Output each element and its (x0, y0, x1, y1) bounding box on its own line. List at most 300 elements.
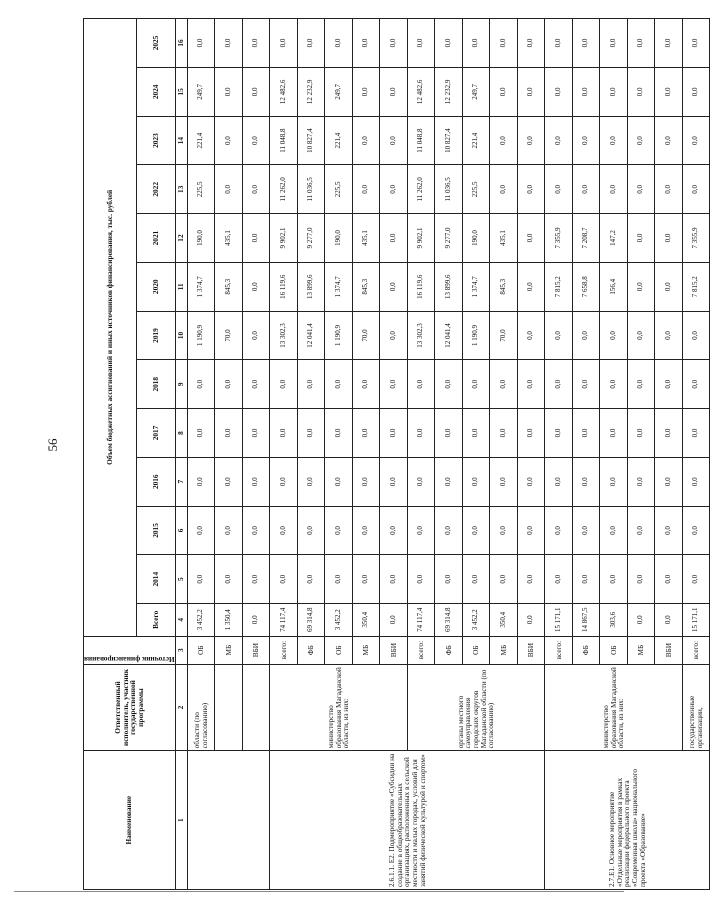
year-value: 0,0 (352, 409, 380, 458)
year-value: 0,0 (655, 409, 683, 458)
year-value: 0,0 (627, 506, 655, 555)
year-value: 0,0 (655, 311, 683, 360)
year-value: 156,4 (600, 262, 628, 311)
header-year: 2015 (136, 506, 175, 555)
year-value: 0,0 (352, 19, 380, 68)
column-number: 3 (175, 636, 187, 664)
year-value: 0,0 (215, 506, 243, 555)
year-value: 0,0 (600, 311, 628, 360)
responsible-executor: области (по согласованию) (187, 664, 215, 751)
year-value: 845,3 (215, 262, 243, 311)
year-value: 0,0 (517, 311, 545, 360)
measure-name (187, 751, 270, 890)
year-value: 0,0 (627, 262, 655, 311)
year-value: 0,0 (380, 67, 408, 116)
header-year: 2023 (136, 116, 175, 165)
column-number: 16 (175, 19, 187, 68)
header-year: 2017 (136, 409, 175, 458)
year-value: 7 815,2 (682, 262, 710, 311)
column-number: 14 (175, 116, 187, 165)
table-header (84, 19, 188, 890)
year-value: 0,0 (490, 506, 518, 555)
year-value: 16 119,6 (407, 262, 435, 311)
year-value: 0,0 (627, 165, 655, 214)
total-value: 0,0 (517, 604, 545, 636)
year-value: 0,0 (655, 116, 683, 165)
year-value: 0,0 (380, 506, 408, 555)
year-value: 0,0 (242, 165, 270, 214)
year-value: 0,0 (545, 67, 573, 116)
total-value: 0,0 (655, 604, 683, 636)
year-value: 0,0 (572, 506, 600, 555)
year-value: 0,0 (655, 457, 683, 506)
year-value: 0,0 (655, 214, 683, 263)
year-value: 0,0 (682, 311, 710, 360)
year-value: 0,0 (600, 67, 628, 116)
year-value: 0,0 (572, 360, 600, 409)
year-value: 0,0 (462, 409, 490, 458)
year-value: 1 374,7 (187, 262, 215, 311)
total-value: 15 171,1 (545, 604, 573, 636)
header-year: 2016 (136, 457, 175, 506)
year-value: 9 902,1 (407, 214, 435, 263)
year-value: 0,0 (682, 506, 710, 555)
year-value: 0,0 (517, 506, 545, 555)
funding-source: ФБ (297, 636, 325, 664)
year-value: 0,0 (517, 19, 545, 68)
total-value: 14 867,5 (572, 604, 600, 636)
year-value: 0,0 (325, 457, 353, 506)
column-number: 4 (175, 604, 187, 636)
year-value: 0,0 (352, 506, 380, 555)
funding-source: ОБ (325, 636, 353, 664)
year-value: 0,0 (352, 67, 380, 116)
year-value: 190,0 (187, 214, 215, 263)
year-value: 0,0 (435, 360, 463, 409)
year-value: 0,0 (297, 19, 325, 68)
year-value: 13 899,6 (435, 262, 463, 311)
year-value: 0,0 (627, 116, 655, 165)
column-number: 2 (175, 664, 187, 751)
year-value: 0,0 (352, 555, 380, 604)
year-value: 16 119,6 (270, 262, 298, 311)
funding-source: ОБ (600, 636, 628, 664)
year-value: 0,0 (380, 165, 408, 214)
funding-source: ВБИ (517, 636, 545, 664)
year-value: 0,0 (325, 360, 353, 409)
table-row (545, 19, 573, 890)
year-value: 0,0 (600, 506, 628, 555)
year-value: 0,0 (242, 116, 270, 165)
year-value: 0,0 (325, 555, 353, 604)
year-value: 0,0 (242, 214, 270, 263)
year-value: 0,0 (572, 19, 600, 68)
year-value: 249,7 (325, 67, 353, 116)
year-value: 0,0 (325, 19, 353, 68)
year-value: 0,0 (187, 555, 215, 604)
year-value: 0,0 (270, 506, 298, 555)
year-value: 0,0 (490, 19, 518, 68)
year-value: 12 232,9 (297, 67, 325, 116)
year-value: 0,0 (655, 165, 683, 214)
year-value: 0,0 (215, 457, 243, 506)
year-value: 0,0 (517, 67, 545, 116)
year-value: 0,0 (242, 457, 270, 506)
year-value: 0,0 (242, 311, 270, 360)
year-value: 0,0 (655, 555, 683, 604)
year-value: 0,0 (572, 67, 600, 116)
year-value: 0,0 (270, 360, 298, 409)
funding-source: всего: (407, 636, 435, 664)
year-value: 0,0 (297, 506, 325, 555)
year-value: 0,0 (380, 19, 408, 68)
year-value: 0,0 (682, 409, 710, 458)
year-value: 0,0 (490, 165, 518, 214)
year-value: 0,0 (627, 311, 655, 360)
year-value: 190,0 (325, 214, 353, 263)
year-value: 0,0 (297, 409, 325, 458)
header-responsible: Ответственный исполнитель, участник государственной программы (84, 664, 176, 751)
column-number: 9 (175, 360, 187, 409)
year-value: 0,0 (627, 19, 655, 68)
year-value: 0,0 (545, 506, 573, 555)
total-value: 69 314,8 (435, 604, 463, 636)
column-number: 8 (175, 409, 187, 458)
year-value: 70,0 (215, 311, 243, 360)
year-value: 0,0 (380, 360, 408, 409)
year-value: 0,0 (297, 360, 325, 409)
year-value: 0,0 (545, 165, 573, 214)
year-value: 0,0 (462, 19, 490, 68)
year-value: 0,0 (572, 457, 600, 506)
year-value: 0,0 (545, 19, 573, 68)
year-value: 0,0 (187, 457, 215, 506)
year-value: 0,0 (352, 360, 380, 409)
year-value: 0,0 (380, 214, 408, 263)
year-value: 0,0 (187, 19, 215, 68)
year-value: 13 302,3 (407, 311, 435, 360)
total-value: 0,0 (242, 604, 270, 636)
year-value: 845,3 (352, 262, 380, 311)
column-number: 10 (175, 311, 187, 360)
total-value: 15 171,1 (682, 604, 710, 636)
funding-source: всего: (270, 636, 298, 664)
year-value: 0,0 (270, 19, 298, 68)
year-value: 0,0 (572, 165, 600, 214)
header-year: 2019 (136, 311, 175, 360)
year-value: 0,0 (270, 457, 298, 506)
funding-source: ФБ (435, 636, 463, 664)
header-year: 2025 (136, 19, 175, 68)
year-value: 0,0 (627, 67, 655, 116)
year-value: 0,0 (655, 19, 683, 68)
year-value: 0,0 (627, 457, 655, 506)
year-value: 0,0 (627, 360, 655, 409)
header-year: 2020 (136, 262, 175, 311)
year-value: 70,0 (490, 311, 518, 360)
total-value: 69 314,8 (297, 604, 325, 636)
year-value: 190,0 (462, 214, 490, 263)
year-value: 0,0 (462, 555, 490, 604)
year-value: 0,0 (490, 409, 518, 458)
year-value: 221,4 (462, 116, 490, 165)
total-value: 0,0 (380, 604, 408, 636)
year-value: 435,1 (352, 214, 380, 263)
year-value: 7 208,7 (572, 214, 600, 263)
year-value: 0,0 (655, 67, 683, 116)
year-value: 13 302,3 (270, 311, 298, 360)
year-value: 0,0 (462, 360, 490, 409)
year-value: 0,0 (682, 67, 710, 116)
year-value: 0,0 (490, 67, 518, 116)
year-value: 0,0 (600, 165, 628, 214)
year-value: 0,0 (600, 116, 628, 165)
responsible-executor: государственные организации, (682, 664, 710, 751)
table-row (270, 19, 298, 890)
year-value: 7 355,9 (545, 214, 573, 263)
year-value: 12 041,4 (297, 311, 325, 360)
year-value: 0,0 (435, 409, 463, 458)
year-value: 249,7 (462, 67, 490, 116)
total-value: 303,6 (600, 604, 628, 636)
year-value: 0,0 (517, 262, 545, 311)
year-value: 0,0 (242, 19, 270, 68)
year-value: 11 262,0 (407, 165, 435, 214)
funding-source: ВБИ (655, 636, 683, 664)
table-row (187, 19, 215, 890)
year-value: 0,0 (545, 555, 573, 604)
column-number: 7 (175, 457, 187, 506)
year-value: 0,0 (380, 457, 408, 506)
year-value: 12 041,4 (435, 311, 463, 360)
year-value: 0,0 (517, 214, 545, 263)
column-number: 6 (175, 506, 187, 555)
funding-table (83, 18, 710, 890)
total-value: 350,4 (352, 604, 380, 636)
year-value: 0,0 (600, 19, 628, 68)
year-value: 9 902,1 (270, 214, 298, 263)
year-value: 1 190,9 (462, 311, 490, 360)
year-value: 0,0 (297, 555, 325, 604)
year-value: 1 374,7 (325, 262, 353, 311)
year-value: 0,0 (352, 457, 380, 506)
year-value: 0,0 (517, 360, 545, 409)
year-value: 0,0 (627, 555, 655, 604)
year-value: 0,0 (545, 311, 573, 360)
year-value: 0,0 (187, 506, 215, 555)
responsible-executor (215, 664, 243, 751)
funding-source: всего: (545, 636, 573, 664)
year-value: 0,0 (462, 506, 490, 555)
year-value: 0,0 (407, 555, 435, 604)
year-value: 0,0 (215, 555, 243, 604)
year-value: 7 815,2 (545, 262, 573, 311)
year-value: 7 658,8 (572, 262, 600, 311)
year-value: 845,3 (490, 262, 518, 311)
year-value: 0,0 (655, 506, 683, 555)
total-value: 3 452,2 (325, 604, 353, 636)
year-value: 12 482,6 (407, 67, 435, 116)
responsible-executor: министерство образования Магаданской области, из них: (270, 664, 408, 751)
year-value: 0,0 (682, 360, 710, 409)
year-value: 0,0 (682, 116, 710, 165)
year-value: 0,0 (215, 116, 243, 165)
year-value: 0,0 (435, 555, 463, 604)
year-value: 0,0 (325, 409, 353, 458)
column-number: 1 (175, 751, 187, 890)
year-value: 0,0 (655, 262, 683, 311)
year-value: 0,0 (407, 19, 435, 68)
year-value: 0,0 (380, 555, 408, 604)
year-value: 12 232,9 (435, 67, 463, 116)
year-value: 0,0 (490, 116, 518, 165)
year-value: 0,0 (517, 555, 545, 604)
funding-source: МБ (627, 636, 655, 664)
year-value: 0,0 (215, 19, 243, 68)
header-year: 2022 (136, 165, 175, 214)
year-value: 0,0 (215, 67, 243, 116)
total-value: 74 117,4 (270, 604, 298, 636)
year-value: 0,0 (517, 457, 545, 506)
year-value: 0,0 (407, 457, 435, 506)
year-value: 11 036,5 (297, 165, 325, 214)
year-value: 0,0 (407, 360, 435, 409)
year-value: 435,1 (490, 214, 518, 263)
funding-source: МБ (490, 636, 518, 664)
year-value: 0,0 (490, 360, 518, 409)
measure-name: 2.7.Е1. Основное мероприятие «Отдельные мероприятия в рамках реализации федерального проекта «Современная школа» национального проекта «Образование» (545, 751, 710, 890)
year-value: 0,0 (297, 457, 325, 506)
year-value: 0,0 (572, 409, 600, 458)
year-value: 0,0 (435, 506, 463, 555)
year-value: 1 190,9 (187, 311, 215, 360)
year-value: 7 355,9 (682, 214, 710, 263)
funding-source: ВБИ (380, 636, 408, 664)
year-value: 0,0 (545, 409, 573, 458)
year-value: 0,0 (352, 165, 380, 214)
year-value: 0,0 (242, 506, 270, 555)
year-value: 0,0 (325, 506, 353, 555)
year-value: 0,0 (517, 116, 545, 165)
header-source (84, 636, 176, 664)
year-value: 0,0 (627, 214, 655, 263)
year-value: 0,0 (242, 409, 270, 458)
year-value: 0,0 (627, 409, 655, 458)
header-year: 2018 (136, 360, 175, 409)
year-value: 147,2 (600, 214, 628, 263)
funding-source: МБ (215, 636, 243, 664)
year-value: 9 277,0 (297, 214, 325, 263)
column-number: 13 (175, 165, 187, 214)
table-body (187, 19, 710, 890)
year-value: 0,0 (572, 311, 600, 360)
year-value: 0,0 (545, 360, 573, 409)
year-value: 11 048,8 (270, 116, 298, 165)
funding-source: ОБ (462, 636, 490, 664)
year-value: 0,0 (380, 262, 408, 311)
year-value: 0,0 (682, 555, 710, 604)
year-value: 435,1 (215, 214, 243, 263)
column-number: 11 (175, 262, 187, 311)
total-value: 350,4 (490, 604, 518, 636)
page-number: 56 (45, 438, 60, 452)
year-value: 10 827,4 (297, 116, 325, 165)
year-value: 0,0 (600, 360, 628, 409)
year-value: 0,0 (517, 409, 545, 458)
year-value: 0,0 (682, 165, 710, 214)
year-value: 0,0 (545, 457, 573, 506)
year-value: 225,5 (187, 165, 215, 214)
header-funding: Объем бюджетных ассигнований и иных источников финансирования, тыс. рублей (84, 19, 137, 637)
page-bottom-rule (14, 891, 624, 892)
year-value: 0,0 (545, 116, 573, 165)
year-value: 0,0 (600, 457, 628, 506)
funding-source: всего: (682, 636, 710, 664)
year-value: 0,0 (242, 555, 270, 604)
year-value: 249,7 (187, 67, 215, 116)
year-value: 0,0 (215, 360, 243, 409)
header-source-text: Источник финансирования (84, 654, 175, 664)
funding-source: ВБИ (242, 636, 270, 664)
year-value: 11 036,5 (435, 165, 463, 214)
year-value: 1 374,7 (462, 262, 490, 311)
funding-source: МБ (352, 636, 380, 664)
year-value: 0,0 (187, 409, 215, 458)
funding-source: ОБ (187, 636, 215, 664)
year-value: 0,0 (215, 165, 243, 214)
column-number: 5 (175, 555, 187, 604)
year-value: 0,0 (490, 457, 518, 506)
year-value: 225,5 (325, 165, 353, 214)
total-value: 74 117,4 (407, 604, 435, 636)
year-value: 0,0 (435, 19, 463, 68)
year-value: 0,0 (517, 165, 545, 214)
header-year: 2024 (136, 67, 175, 116)
year-value: 11 048,8 (407, 116, 435, 165)
column-number: 15 (175, 67, 187, 116)
year-value: 0,0 (407, 506, 435, 555)
year-value: 9 277,0 (435, 214, 463, 263)
year-value: 0,0 (462, 457, 490, 506)
year-value: 0,0 (215, 409, 243, 458)
year-value: 0,0 (380, 409, 408, 458)
total-value: 0,0 (627, 604, 655, 636)
year-value: 0,0 (352, 116, 380, 165)
header-name: Наименование (84, 751, 176, 890)
year-value: 0,0 (490, 555, 518, 604)
total-value: 1 350,4 (215, 604, 243, 636)
year-value: 0,0 (242, 360, 270, 409)
header-year: 2021 (136, 214, 175, 263)
year-value: 70,0 (352, 311, 380, 360)
year-value: 221,4 (187, 116, 215, 165)
year-value: 11 262,0 (270, 165, 298, 214)
total-value: 3 452,2 (187, 604, 215, 636)
year-value: 0,0 (242, 262, 270, 311)
year-value: 0,0 (600, 555, 628, 604)
year-value: 0,0 (270, 409, 298, 458)
year-value: 12 482,6 (270, 67, 298, 116)
responsible-executor (242, 664, 270, 751)
year-value: 0,0 (682, 457, 710, 506)
year-value: 0,0 (682, 19, 710, 68)
year-value: 221,4 (325, 116, 353, 165)
year-value: 0,0 (600, 409, 628, 458)
year-value: 0,0 (242, 67, 270, 116)
year-value: 13 899,6 (297, 262, 325, 311)
year-value: 225,5 (462, 165, 490, 214)
responsible-executor: органы местного самоуправления городских округов Магаданской области (по согласованию) (407, 664, 545, 751)
